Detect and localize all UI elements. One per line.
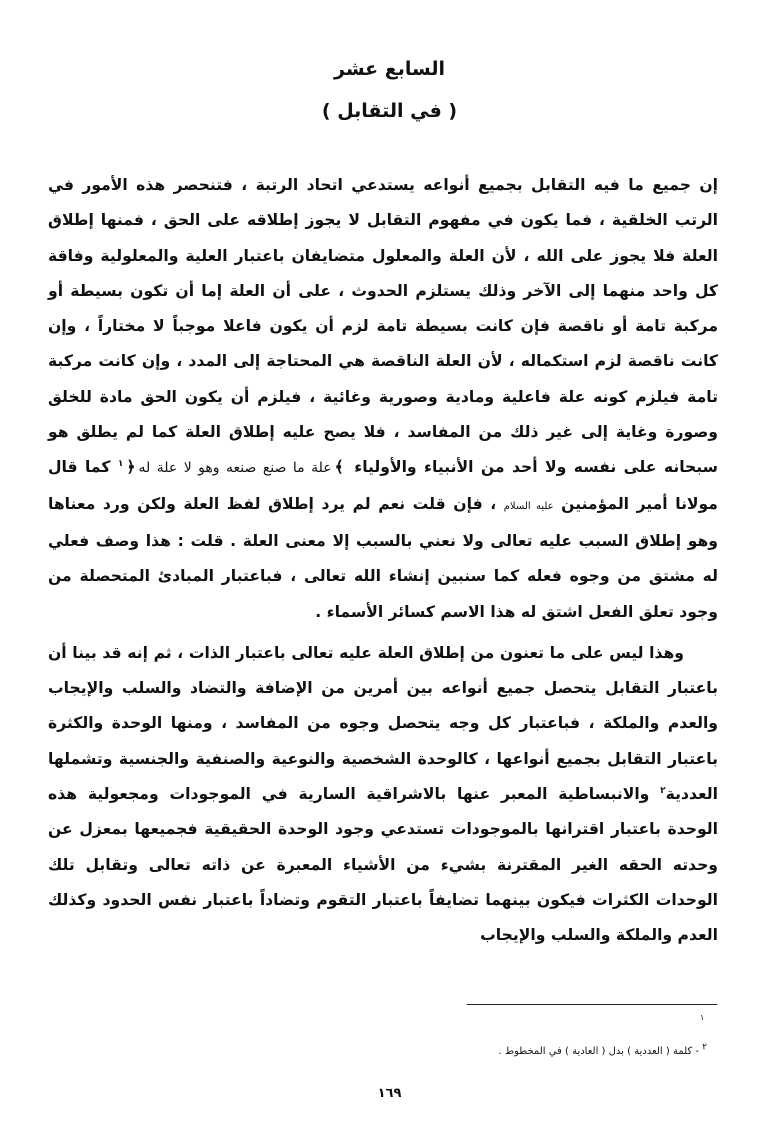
paragraph-2 [48,636,718,954]
paragraph-1-part-3: ، فإن قلت نعم لم يرد إطلاق لفظ العلة ولكن ورد معناها وهو إطلاق السبب عليه تعالى ولا نعني بالسبب إلا معنى العلة . قلت : هذا وصف فعلي له مشتق من وجوه فعله كما سنبين إنشاء الله تعالى ، فباعتبار المبادئ المتحصلة من وجود تعلق الفعل اشتق له هذا الاسم كسائر الأسماء . [48,494,718,621]
footnote-marker: ٢ [702,1042,707,1053]
page-number: ١٦٩ [377,1086,402,1101]
paragraph-1-part-1: إن جميع ما فيه التقابل بجميع أنواعه يستدعي اتحاد الرتبة ، فتنحصر هذه الأمور في الرتب الخلقية ، فما يكون في مفهوم التقابل لا يجوز إطلاقه على الحق ، فمنها إطلاق العلة فلا يجوز على الله ، لأن العلة والمعلول متضايفان باعتبار العلية والمعلولية وفاقة كل واحد منهما إلى الآخر وذلك يستلزم الحدوث ، على أن العلة إما أن تكون بسيطة أو مركبة تامة أو ناقصة فإن كانت بسيطة تامة لزم أن يكون فاعلا موجباً لا مختاراً ، وإن كانت ناقصة لزم استكماله ، لأن العلة الناقصة هي المحتاجة إلى المدد ، وإن كانت مركبة تامة فيلزم كونه علة فاعلية ومادية وصورية وغائية ، فيلزم أن يكون الحق مادة للخلق وصورة وغاية إلى غير ذلك من المفاسد ، فلا يصح عليه إطلاق العلة كما لم يطلق هو سبحانه على نفسه ولا أحد من الأنبياء والأولياء [48,176,718,477]
footnote-divider [467,1004,717,1005]
footnote-ref-1: ١ [117,459,124,470]
section-title: السابع عشر [334,58,445,80]
footnote-text: - كلمة ( العددية ) بدل ( العادية ) في المخطوط . [498,1046,699,1057]
paragraph-2-part-1: وهذا ليس على ما تعنون من إطلاق العلة عليه تعالى باعتبار الذات ، ثم إنه قد بينا أن باعتبار التقابل يتحصل جميع أنواعه بين أمرين من الإضافة والتضاد والسلب والإيجاب والعدم والملكة ، فباعتبار كل وجه يتحصل وجوه من المفاسد ، ومنها الوحدة والكثرة باعتبار التقابل بجميع أنواعها ، كالوحدة الشخصية والنوعية والصنفية والجنسية وتشملها العددية [48,643,718,804]
footnote [498,1042,708,1057]
footnote-ref-2: ٢ [660,785,666,796]
footnote-marker-top: ١ [700,1013,705,1022]
paragraph-1 [48,168,718,630]
paragraph-1-part-2: كما قال مولانا أمير المؤمنين [48,458,718,513]
body-text [48,168,718,954]
honorific: عليه السلام [503,500,554,512]
paragraph-2-part-2: والانبساطية المعبر عنها بالاشراقية السارية في الموجودات ومجعولية هذه الوحدة باعتبار اقترانها بالموجودات تستدعي وجود الوحدة الحقيقية فجميعها بمعزل عن وحدته الحقه الغير المقترنة بشيء من الأشياء المعبرة عن ذاته تعالى وتقابل تلك الوحدات الكثرات فيكون بينهما تضايفاً باعتبار التقوم وتضاداً باعتبار نفس الحدود وكذلك العدم والملكة والسلب والإيجاب [48,785,718,945]
quote-open-mark: ﴾ [334,458,344,477]
hadith-quote: علة ما صنع صنعه وهو لا علة له [138,460,332,477]
section-subtitle: ( في التقابل ) [321,100,458,122]
quote-close-mark: ﴿ [126,458,136,477]
